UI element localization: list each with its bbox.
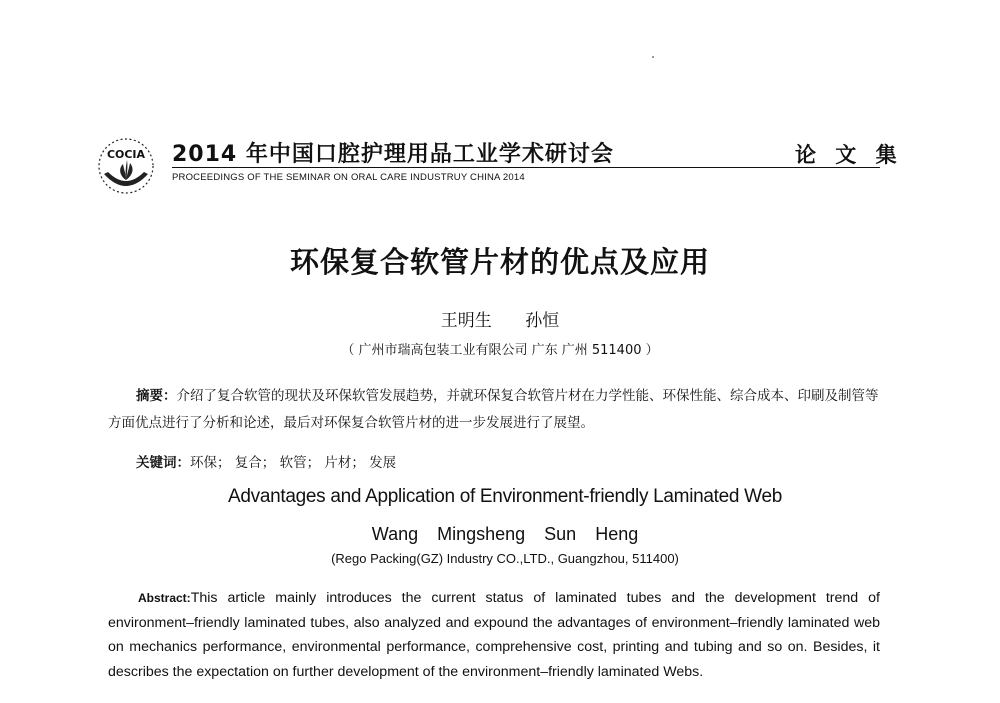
abstract-text-cn: 介绍了复合软管的现状及环保软管发展趋势，并就环保复合软管片材在力学性能、环保性能、综合成本、印刷及制管等方面优点进行了分析和论述，最后对环保复合软管片材的进一步发展进行了展望。 [108, 388, 879, 431]
seminar-logo [96, 136, 156, 196]
section-label: 论 文 集 [795, 142, 903, 167]
keywords-label-cn: 关键词： [136, 455, 190, 471]
keywords-text-cn: 环保； 复合； 软管； 片材； 发展 [190, 455, 397, 471]
svg-text:COCIA: COCIA [106, 148, 146, 161]
scan-speck [652, 56, 654, 58]
abstract-en [108, 586, 880, 684]
authors-cn: 王明生 孙恒 [440, 311, 560, 331]
affiliation-en: (Rego Packing(GZ) Industry CO.,LTD., Guangzhou, 511400) [331, 551, 679, 566]
seminar-title-en: PROCEEDINGS OF THE SEMINAR ON ORAL CARE INDUSTRUY CHINA 2014 [172, 172, 525, 183]
authors-en: Wang Mingsheng Sun Heng [371, 524, 639, 544]
abstract-label-cn: 摘要： [136, 388, 177, 404]
paper-title-cn: 环保复合软管片材的优点及应用 [289, 245, 710, 279]
affiliation-cn: （ 广州市瑞高包装工业有限公司 广东 广州 511400 ） [341, 343, 659, 358]
abstract-cn [108, 383, 880, 437]
seminar-title-cn: 2014 年中国口腔护理用品工业学术研讨会 [172, 142, 614, 167]
abstract-text-en: This article mainly introduces the current status of laminated tubes and the development trend of environment–friendly laminated tubes, also analyzed and expound the advantages of environment–friendly laminated web on mechanics performance, environmental performance, comprehensive cost, printing and tubing and so on. Besides, it describes the expectation on further development of the environment–friendly laminated Webs. [108, 590, 880, 680]
paper-title-en: Advantages and Application of Environment-friendly Laminated Web [228, 486, 782, 507]
abstract-label-en: Abstract: [138, 591, 191, 605]
keywords-cn [136, 451, 396, 471]
header-divider [172, 167, 880, 168]
